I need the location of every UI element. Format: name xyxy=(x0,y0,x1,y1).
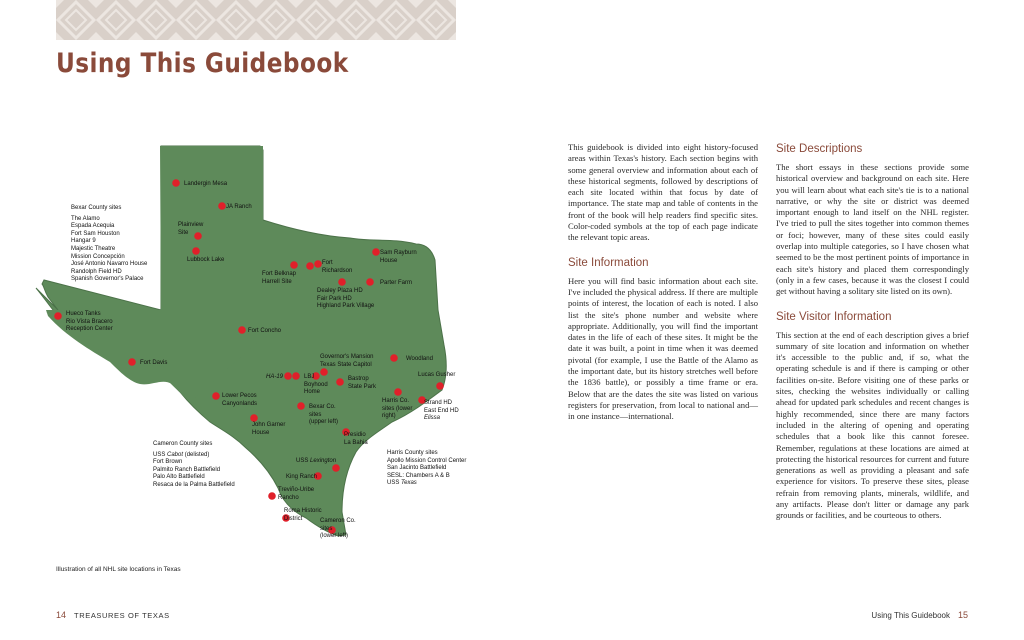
label-line: Strand HD xyxy=(424,400,453,406)
label-line: (lower left) xyxy=(320,533,349,540)
header-pattern-banner xyxy=(56,0,456,40)
label-bastrop-state-park xyxy=(348,376,376,391)
site-dot-landergin xyxy=(172,179,180,187)
site-visitor-paragraph: This section at the end of each description gives a brief summary of site location and information on whether it's accessible to the public and, if so, what the operating schedule is and if there is camping or other facilities on-site. Before visiting one of these parks or sites, checking the websites individually or calling ahead for updated park schedules and recent changes is highly recommended, since there are many factors included in the altering of opening and operating schedules that a book like this cannot foresee. Remember, regulations at these locations are aimed at protecting the historical resources for current and future generations as well as providing a pleasant and safe experience for visitors. To preserve these sites, please refrain from removing plants, minerals, wildlife, and any artifacts. Please don't litter or damage any park grounds or facilities, and be courteous to others. xyxy=(776,329,969,521)
label-line: Home xyxy=(304,389,321,396)
label-line: Reception Center xyxy=(66,326,113,333)
list-item: SESL: Chambers A & B xyxy=(387,472,450,479)
label-line: Fort xyxy=(322,260,333,266)
label-line: Rio Vista Bracero xyxy=(66,318,113,325)
label-line: Treviño-Uribe xyxy=(278,487,315,493)
list-item: Palo Alto Battlefield xyxy=(153,474,205,481)
label-line: House xyxy=(380,257,398,264)
running-title: Using This Guidebook xyxy=(871,611,950,620)
list-item: Hangar 9 xyxy=(71,238,96,245)
label-lubbock-lake: Lubbock Lake xyxy=(187,257,225,263)
label-line: State Park xyxy=(348,383,377,390)
label-line: Fort Belknap xyxy=(262,271,297,277)
map-caption: Illustration of all NHL site locations in Texas xyxy=(56,566,181,573)
site-dot-lucas xyxy=(436,382,444,390)
heading-site-descriptions: Site Descriptions xyxy=(776,143,863,155)
list-item: Resaca de la Palma Battlefield xyxy=(153,481,235,488)
site-dot-fort-davis xyxy=(128,358,136,366)
label-line: sites (lower xyxy=(382,405,413,412)
label-landergin-mesa: Landergin Mesa xyxy=(184,181,228,187)
site-dot-fort-richardson-1 xyxy=(306,262,314,270)
list-item xyxy=(387,480,466,488)
site-dot-trevino xyxy=(268,492,276,500)
label-lucas-gusher: Lucas Gusher xyxy=(418,372,456,378)
label-line: sites xyxy=(320,525,333,532)
page-title: Using This Guidebook xyxy=(56,48,349,79)
label-fort-richardson xyxy=(322,260,352,275)
label-line: Fair Park HD xyxy=(317,295,352,302)
text-column-left xyxy=(568,142,758,435)
label-line: Harrell Site xyxy=(262,278,292,285)
site-information-paragraph: Here you will find basic information about each site. I've included the physical address. If there are multiple points of interest, the location of each is noted. I also list the site's phone number and website where appropriate. Additionally, you will find the important dates in the life of each of these sites. It might be the date it was built, a point in time when it was deemed pivotal (for example, I use the Battle of the Alamo as the important date, but its history stretches well before the 1836 battle), or possibly a time frame or era. Below that are the dates the site was listed on various registers for preservation, from local to national and—in one instance—international. xyxy=(568,275,758,422)
site-dot-lbj xyxy=(292,372,300,380)
label-line: sites xyxy=(309,411,322,418)
list-heading: Cameron County sites xyxy=(153,441,213,447)
list-item: Mission Concepción xyxy=(71,253,125,260)
label-presidio-la-bahia xyxy=(344,432,368,447)
label-ship-name: Texas xyxy=(401,480,417,487)
list-item: Espada Acequia xyxy=(71,223,115,230)
label-line: Highland Park Village xyxy=(317,303,375,310)
list-item: Fort Sam Houston xyxy=(71,230,120,237)
list-heading: Harris County sites xyxy=(387,450,438,456)
label-governors-mansion xyxy=(320,354,374,369)
label-lbj-boyhood-home xyxy=(304,374,328,397)
label-line: Presidio xyxy=(344,432,366,438)
label-parter-farm: Parter Farm xyxy=(380,280,413,286)
list-item: Palmito Ranch Battlefield xyxy=(153,466,221,473)
label-line: Harris Co. xyxy=(382,398,410,404)
site-dot-bexar xyxy=(297,402,305,410)
list-item xyxy=(153,452,235,460)
list-item: Majestic Theatre xyxy=(71,245,116,252)
label-part: (delisted) xyxy=(183,451,210,458)
label-ja-ranch: JA Ranch xyxy=(226,204,252,210)
label-line: John Garner xyxy=(252,422,286,428)
label-line: Richardson xyxy=(322,267,353,274)
site-dot-fort-belknap xyxy=(290,261,298,269)
text-column-right xyxy=(776,142,969,534)
label-fort-concho: Fort Concho xyxy=(248,328,282,334)
label-line: Site xyxy=(178,229,189,236)
label-line: Hueco Tanks xyxy=(66,311,101,317)
label-line: Boyhood xyxy=(304,381,328,388)
list-item: San Jacinto Battlefield xyxy=(387,465,447,472)
list-heading: Bexar County sites xyxy=(71,205,122,211)
footer-left xyxy=(56,610,170,620)
label-line: Bastrop xyxy=(348,376,369,382)
site-dot-hueco xyxy=(54,312,62,320)
site-descriptions-paragraph: The short essays in these sections provide some historical overview and background on each site. Here you will learn about what each site's tie is to a national narrative, or why the site or district was deemed important enough to land itself on the NHL register. I've tried to pull the sites together into common themes or foci; however, many of these sites could easily overlap into multiple categories, so I have chosen what seemed to be the most pertinent points of importance in each site's history and placed them correspondingly (only in a few cases, because it was the closest I could get without having a solitary site listed on its own). xyxy=(776,162,969,297)
label-part: USS xyxy=(296,458,311,464)
geometric-pattern xyxy=(56,0,456,40)
label-woodland: Woodland xyxy=(406,356,433,362)
label-line: Bexar Co. xyxy=(309,404,336,410)
label-ship-name: Cabot xyxy=(167,451,184,458)
label-part: USS xyxy=(153,451,168,458)
label-line: right) xyxy=(382,413,396,420)
label-plainview-site xyxy=(178,222,203,237)
site-dot-fort-concho xyxy=(238,326,246,334)
label-trevino-uribe xyxy=(278,487,314,502)
label-line: Dealey Plaza HD xyxy=(317,288,363,294)
label-line: La Bahia xyxy=(344,439,368,446)
site-dot-fort-richardson-2 xyxy=(314,260,322,268)
list-item: Fort Brown xyxy=(153,459,183,466)
footer-right xyxy=(871,610,968,620)
label-line: Governor's Mansion xyxy=(320,354,374,360)
label-line: Roma Historic xyxy=(284,508,322,514)
label-strand-hd xyxy=(424,400,459,423)
intro-paragraph: This guidebook is divided into eight history-focused areas within Texas's history. Each section begins with some general overview and information about each of these historical segments, followed by descriptions of each site located within that focus by date of importance. The state map and table of contents in the front of the book will help readers find specific sites. Color-coded symbols at the top of each page indicate the relevant topic areas. xyxy=(568,142,758,243)
cameron-county-list xyxy=(153,441,235,490)
site-dot-woodland xyxy=(390,354,398,362)
label-line: Texas State Capitol xyxy=(320,361,372,368)
harris-county-list xyxy=(387,450,466,488)
site-dots-layer xyxy=(20,140,470,560)
label-cameron-co-sites xyxy=(320,518,356,541)
label-uss-lexington xyxy=(296,458,336,466)
label-lower-pecos xyxy=(222,393,257,408)
page-number-left: 14 xyxy=(56,610,67,620)
label-sam-rayburn xyxy=(380,250,417,265)
site-dot-sam-rayburn xyxy=(372,248,380,256)
label-fort-belknap xyxy=(262,271,296,286)
site-dot-harris xyxy=(394,388,402,396)
label-line: Rancho xyxy=(278,494,299,501)
label-line: Lower Pecos xyxy=(222,393,257,399)
heading-site-visitor-information: Site Visitor Information xyxy=(776,310,892,323)
page-number-right: 15 xyxy=(957,610,968,620)
site-dot-bastrop xyxy=(336,378,344,386)
label-elissa: Elissa xyxy=(424,415,441,422)
site-dot-lower-pecos xyxy=(212,392,220,400)
list-item: The Alamo xyxy=(71,215,100,222)
list-item: Apollo Mission Control Center xyxy=(387,457,467,464)
label-line: Sam Rayburn xyxy=(380,250,417,256)
site-dot-john-garner xyxy=(250,414,258,422)
label-king-ranch: King Ranch xyxy=(286,474,318,480)
label-line: Cameron Co. xyxy=(320,518,356,524)
texas-map xyxy=(20,140,470,560)
list-item: Spanish Governor's Palace xyxy=(71,276,144,283)
site-dot-lubbock xyxy=(192,247,200,255)
label-bexar-co-sites xyxy=(309,404,338,427)
bexar-county-list xyxy=(71,205,147,284)
label-roma-historic-district xyxy=(284,508,322,523)
label-harris-co-sites xyxy=(382,398,412,421)
label-line: LBJ xyxy=(304,374,315,380)
list-item: Randolph Field HD xyxy=(71,268,122,275)
label-part: USS xyxy=(387,480,402,487)
label-line: Plainview xyxy=(178,222,204,228)
label-line: (upper left) xyxy=(309,419,339,426)
label-hueco-tanks xyxy=(66,311,113,334)
list-item: José Antonio Navarro House xyxy=(71,261,148,268)
label-fort-davis: Fort Davis xyxy=(140,360,168,366)
label-ship-name: Lexington xyxy=(310,458,337,464)
site-dot-dealey xyxy=(338,278,346,286)
label-dealey-plaza xyxy=(317,288,374,311)
label-line: House xyxy=(252,429,270,436)
site-dot-parter-farm xyxy=(366,278,374,286)
label-john-garner-house xyxy=(252,422,285,437)
label-line: Canyonlands xyxy=(222,400,258,407)
label-ha-19: HA-19 xyxy=(266,374,284,380)
book-title: TREASURES OF TEXAS xyxy=(74,611,170,620)
label-line: East End HD xyxy=(424,407,459,414)
site-dot-ja-ranch xyxy=(218,202,226,210)
label-line: District xyxy=(284,515,303,522)
heading-site-information: Site Information xyxy=(568,256,649,269)
site-dot-ha-19 xyxy=(284,372,292,380)
